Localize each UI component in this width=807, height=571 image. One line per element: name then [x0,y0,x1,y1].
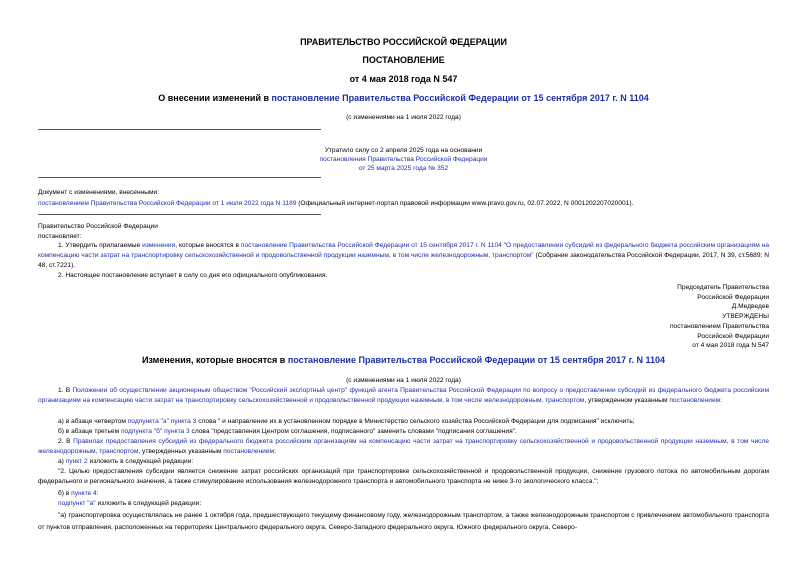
signature-block: Председатель Правительства Российской Федерации Д.Медведев УТВЕРЖДЕНЫ постановлением Правительства Российской Федерации от 4 мая 2018 года N 547 [669,284,769,350]
document-title: О внесении изменений в постановление Правительства Российской Федерации от 15 сентября 2017 г. N 1104 [158,93,649,103]
divider [38,214,321,215]
changes-title-link[interactable]: постановление Правительства Российской Федерации от 15 сентября 2017 г. N 1104 [287,355,666,365]
government-line: Правительство Российской Федерации [38,223,158,230]
changes-link[interactable]: изменения [142,242,176,249]
change-1a: а) в абзаце четвертом подпункта "а" пункта 3 слова " и направление их в установленном порядке в Министерство сельского хозяйства Российской Федерации для подписания" исключить; [58,418,635,425]
annulled-note: Утратило силу со 2 апреля 2025 года на основании постановления Правительства Российской Федерации от 25 марта 2025 года № 352 [0,146,807,173]
change-2a: а) пункт 2 изложить в следующей редакции: [58,458,194,465]
document-date-number: от 4 мая 2018 года N 547 [349,74,458,84]
change-1b: б) в абзаце третьем подпункта "б" пункта 3 слова "представления Центром соглашения, подписанного" заменить словами "подписания соглашения". [58,428,517,435]
amend-doc-link[interactable]: постановлением Правительства Российской Федерации от 1 июля 2022 года N 1189 [38,200,297,207]
subclause-link[interactable]: подпункта "б" пункта 3 [120,428,190,435]
decree-link[interactable]: постановлением [223,447,275,455]
change-2a-quote: "2. Целью предоставления субсидии является снижение затрат российских организаций при транспортировке сельскохозяйственной и продовольственной продукции, снижение грузового потока по автомобильным дорогам федерального и регионального значения, а также стимулирование использования железнодорожного транспорта и автомобильного транспорта не ниже 3-го экологического класса."; [38,468,769,485]
government-name: ПРАВИТЕЛЬСТВО РОССИЙСКОЙ ФЕДЕРАЦИИ [300,37,507,47]
paragraph-2: 2. Настоящее постановление вступает в силу со дня его официального опубликования. [58,272,328,279]
divider [38,129,321,130]
change-2b: б) в пункте 4: [58,490,99,497]
paragraph-1: 1. Утвердить прилагаемые изменения, которые вносятся в постановление Правительства Российской Федерации от 15 сентября 2017 г. N 1104 "О предоставлении субсидий из федерального бюджета российским организациям на компенсацию части затрат на транспортировку сельскохозяйственной и продовольственной продукции наземным, в том числе железнодорожным, транспортом" (Собрание законодательства Российской Федерации, 2017, N 39, ст.5689; N 48, ст.7221). [38,242,769,269]
clause-link[interactable]: пункт 2 [65,458,88,465]
subclause-link[interactable]: подпункта "а" пункта 3 [127,418,197,425]
clause-link[interactable]: пункте 4 [71,490,97,497]
change-2b-2: "а) транспортировка осуществлялась не ранее 1 октября года, предшествующего текущему финансовому году, железнодорожным транспортом, а также железнодорожным транспортом с привлечением автомобильного транспорта от пунктов отправления, расположенных на территориях Центрального федерального округа, Северо-Западного федерального округа, Южного федерального округа, Северо- [38,512,769,531]
title-link[interactable]: постановление Правительства Российской Федерации от 15 сентября 2017 г. N 1104 [271,93,649,103]
rules-link[interactable]: Правилах предоставления субсидий из федерального бюджета российским организациям на компенсацию части затрат на транспортировку сельскохозяйственной и продовольственной продукции наземным, в том числе железнодорожным, транспортом [38,438,769,455]
decree-link[interactable]: постановлением [669,396,721,404]
annulled-link[interactable]: постановления Правительства Российской Федерации от 25 марта 2025 года № 352 [319,156,488,172]
regulation-link[interactable]: Положении об осуществлении акционерным обществом "Российский экспортный центр" функций агента Правительства Российской Федерации по вопросу о предоставлении субсидий из федерального бюджета российским организациям на компенсацию части затрат на транспортировку сельскохозяйственной и продовольственной продукции наземным, в том числе железнодорожным, транспортом [38,387,770,404]
revision-note: (с изменениями на 1 июля 2022 года) [346,114,461,121]
change-2b-1: подпункт "а" изложить в следующей редакции: [58,500,202,507]
amend-doc-source: постановлением Правительства Российской Федерации от 1 июля 2022 года N 1189 (Официальный интернет-портал правовой информации www.pravo.gov.ru, 02.07.2022, N 0001202207020001). [38,200,634,207]
decree-1104-link[interactable]: постановление Правительства Российской Федерации от 15 сентября 2017 г. N 1104 [240,242,502,249]
amend-doc-label: Документ с изменениями, внесенными: [38,189,160,196]
changes-revision-note: (с изменениями на 1 июля 2022 года) [346,377,461,384]
subclause-link[interactable]: подпункт "а" [58,500,96,507]
document-type: ПОСТАНОВЛЕНИЕ [362,55,445,65]
divider [38,177,321,178]
change-2: 2. В Правилах предоставления субсидий из федерального бюджета российским организациям на компенсацию части затрат на транспортировку сельскохозяйственной и продовольственной продукции наземным, в том числе железнодорожным, транспортом, утвержденных указанным постановлением: [38,438,769,455]
changes-title: Изменения, которые вносятся в постановление Правительства Российской Федерации от 15 сентября 2017 г. N 1104 [141,355,666,365]
decree-title-link[interactable]: "О предоставлении субсидий из федерального бюджета российским организациям на компенсацию части затрат на транспортировку сельскохозяйственной и продовольственной продукции наземным, в том числе железнодорожным, транспортом" [38,242,769,259]
change-1: 1. В Положении об осуществлении акционерным обществом "Российский экспортный центр" функций агента Правительства Российской Федерации по вопросу о предоставлении субсидий из федерального бюджета российским организациям на компенсацию части затрат на транспортировку сельскохозяйственной и продовольственной продукции наземным, в том числе железнодорожным, транспортом, утвержденном указанным постановлением: [38,387,770,404]
decides-line: постановляет: [38,233,82,240]
